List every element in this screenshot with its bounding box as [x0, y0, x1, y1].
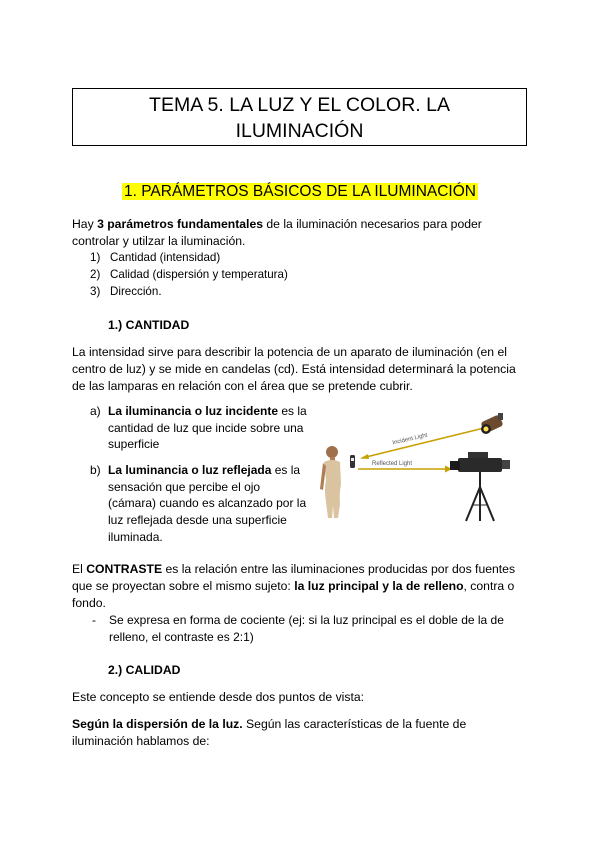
- intro-text-2: de la iluminación necesarios para poder: [263, 217, 482, 231]
- contraste-line-2b: , contra o: [463, 578, 515, 593]
- section-1-heading-text: 1. PARÁMETROS BÁSICOS DE LA ILUMINACIÓN: [124, 183, 476, 200]
- contraste-text-2: es la relación entre las iluminaciones producidas por dos fuentes: [162, 562, 516, 576]
- list-item: [90, 249, 288, 266]
- contraste-bold-2: la luz principal y la de relleno: [294, 578, 464, 593]
- item-a-line-3: superficie: [108, 437, 160, 452]
- contraste-line-2a: que se proyectan sobre el mismo sujeto:: [72, 578, 295, 593]
- bullet-dash: -: [92, 613, 96, 627]
- item-b-line-5: iluminada.: [108, 529, 163, 544]
- item-b-line-2: sensación que percibe el ojo: [108, 479, 261, 494]
- bullet-line-2: relleno, el contraste es 2:1): [109, 629, 254, 644]
- contraste-bullet: [90, 612, 530, 645]
- item-b-bold: La luminancia o luz reflejada: [108, 463, 272, 477]
- item-a-bold: La iluminancia o luz incidente: [108, 404, 279, 418]
- item-a-rest: es la: [278, 404, 307, 418]
- calidad-heading: 2.) CALIDAD: [108, 663, 181, 677]
- tripod-icon: [466, 472, 494, 521]
- calidad-text: Según las características de la fuente de: [242, 717, 467, 731]
- list-number: 2): [90, 268, 101, 281]
- section-1-heading: [0, 183, 600, 201]
- list-text: Cantidad (intensidad): [110, 251, 221, 264]
- incident-light-label: Incident Light: [391, 432, 429, 447]
- item-b-line-4: luz reflejada desde una superficie: [108, 513, 287, 528]
- cantidad-line-1: La intensidad sirve para describir la potencia de un aparato de iluminación (en el: [72, 345, 507, 359]
- calidad-paragraph-1: Este concepto se entiende desde dos puntos de vista:: [72, 690, 365, 704]
- title-line-1: TEMA 5. LA LUZ Y EL COLOR. LA: [149, 94, 450, 116]
- contraste-bold: CONTRASTE: [86, 562, 163, 576]
- item-a-label: a): [90, 404, 101, 418]
- intro-text-1: Hay: [72, 217, 98, 231]
- bullet-line-1: Se expresa en forma de cociente (ej: si la luz principal es el doble de la de: [109, 613, 504, 627]
- incident-arrow: [360, 428, 484, 459]
- intro-paragraph: [72, 216, 482, 250]
- calidad-bold: Según la dispersión de la luz.: [72, 717, 243, 731]
- spotlight-icon: [480, 413, 503, 434]
- contraste-text-1: El: [72, 562, 87, 576]
- cantidad-paragraph: [72, 344, 516, 394]
- list-text: Dirección.: [110, 285, 162, 298]
- item-b-rest: es la: [271, 463, 301, 477]
- list-text: Calidad (dispersión y temperatura): [110, 268, 288, 281]
- reflected-light-label: Reflected Light: [372, 461, 413, 467]
- contraste-paragraph: [72, 561, 515, 611]
- list-number: 3): [90, 285, 101, 298]
- document-title-box: [72, 88, 527, 146]
- cantidad-heading: 1.) CANTIDAD: [108, 318, 190, 332]
- contraste-line-3: fondo.: [72, 595, 106, 610]
- item-b-line-3: (cámara) cuando es alcanzado por la: [108, 496, 307, 511]
- item-a-line-2: cantidad de luz que incide sobre una: [108, 420, 304, 435]
- cantidad-line-2: centro de luz) y se mide en candelas (cd). Está intensidad determinará la potencia: [72, 361, 516, 376]
- item-a: [90, 403, 315, 453]
- intro-bold: 3 parámetros fundamentales: [97, 217, 264, 231]
- person-figure: [320, 446, 341, 518]
- cantidad-line-3: de las lamparas en relación con el área que se pretende cubrir.: [72, 378, 413, 393]
- calidad-line-2: iluminación hablamos de:: [72, 733, 210, 748]
- title-line-2: ILUMINACIÓN: [235, 120, 364, 142]
- item-b-label: b): [90, 463, 101, 477]
- calidad-paragraph-2: [72, 716, 466, 750]
- video-camera-icon: [450, 452, 510, 472]
- light-meter-icon: [350, 455, 355, 468]
- list-item: [90, 266, 288, 283]
- list-item: [90, 283, 288, 300]
- list-number: 1): [90, 251, 101, 264]
- item-b: [90, 462, 315, 546]
- intro-line-2: controlar y utilzar la iluminación.: [72, 233, 246, 248]
- light-illustration: [318, 405, 518, 523]
- parameters-list: [90, 249, 288, 300]
